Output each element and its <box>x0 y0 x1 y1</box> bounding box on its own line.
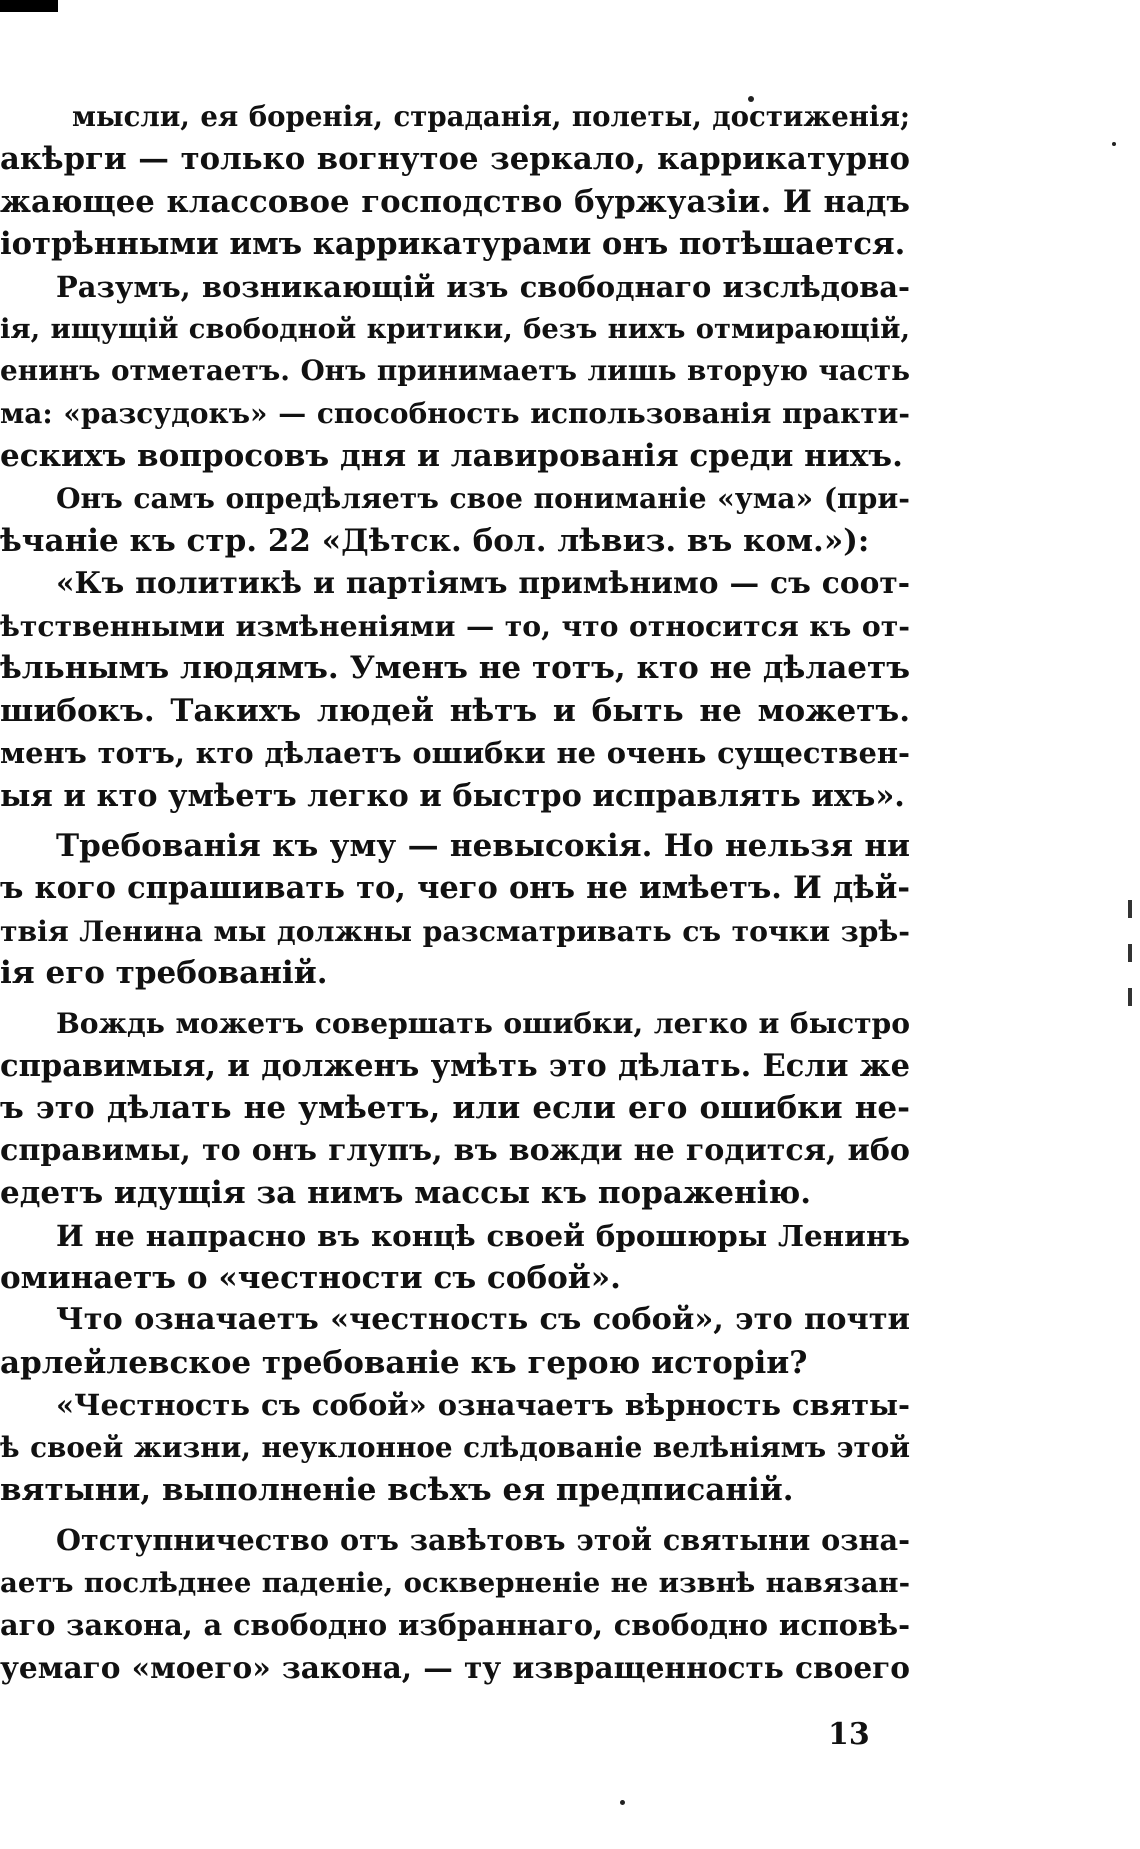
text-line: шибокъ. Такихъ людей нѣтъ и быть не можетъ. <box>0 692 910 729</box>
ink-speck <box>620 1800 625 1805</box>
text-line: арлейлевское требованіе къ герою исторіи? <box>0 1344 808 1381</box>
text-line: ѣчаніе къ стр. 22 «Дѣтск. бол. лѣвиз. въ ком.»): <box>0 523 870 560</box>
text-line: ія его требованій. <box>0 955 328 992</box>
text-line: жающее классовое господство буржуазіи. И надъ <box>0 183 910 220</box>
text-line: аго закона, а свободно избраннаго, свободно исповѣ- <box>0 1608 910 1643</box>
text-line: акѣрги — только вогнутое зеркало, каррикатурно <box>0 141 910 178</box>
text-line: уемаго «моего» закона, — ту извращенность своего <box>0 1649 910 1685</box>
text-line: іотрѣнными имъ каррикатурами онъ потѣшается. <box>0 226 906 263</box>
text-line: ыя и кто умѣетъ легко и быстро исправлять ихъ». <box>0 777 905 814</box>
text-line: Отступничество отъ завѣтовъ этой святыни озна- <box>56 1523 910 1558</box>
text-line: твія Ленина мы должны разсматривать съ точки зрѣ- <box>0 913 910 948</box>
text-line: «Честность съ собой» означаетъ вѣрность святы- <box>56 1388 910 1423</box>
text-line: ъ кого спрашивать то, чего онъ не имѣетъ. И дѣй- <box>0 870 910 907</box>
text-line: ѣльнымъ людямъ. Уменъ не тотъ, кто не дѣлаетъ <box>0 650 910 687</box>
text-line: Что означаетъ «честность съ собой», это почти <box>56 1302 910 1338</box>
text-line: Вождь можетъ совершать ошибки, легко и быстро <box>56 1006 910 1040</box>
text-line: оминаетъ о «честности съ собой». <box>0 1259 621 1296</box>
text-line: мысли, ея боренія, страданія, полеты, достиженія; <box>72 100 910 133</box>
text-line: енинъ отметаетъ. Онъ принимаетъ лишь вторую часть <box>0 354 910 388</box>
text-line: ія, ищущій свободной критики, безъ нихъ отмирающій, <box>0 313 910 346</box>
text-line: Разумъ, возникающій изъ свободнаго изслѣдова- <box>56 269 910 304</box>
text-line: ѣтственными измѣненіями — то, что относится къ от- <box>0 608 910 643</box>
text-line: Онъ самъ опредѣляетъ свое пониманіе «ума» (при- <box>56 481 910 515</box>
scan-edge-mark <box>0 0 58 12</box>
text-line: аетъ послѣднее паденіе, оскверненіе не извнѣ навязан- <box>0 1566 910 1599</box>
text-line: ѣ своей жизни, неуклонное слѣдованіе велѣніямъ этой <box>0 1430 910 1464</box>
ink-speck <box>1112 142 1116 146</box>
text-line: «Къ политикѣ и партіямъ примѣнимо — съ соот- <box>56 565 910 601</box>
text-line: И не напрасно въ концѣ своей брошюры Ленинъ <box>56 1217 910 1253</box>
text-line: справимы, то онъ глупъ, въ вожди не годится, ибо <box>0 1132 910 1168</box>
page-text-block <box>0 96 910 1689</box>
text-line: Требованія къ уму — невысокія. Но нельзя ни <box>56 827 910 864</box>
scan-edge-marks <box>1128 900 1134 1020</box>
text-line: справимыя, и долженъ умѣть это дѣлать. Если же <box>0 1047 910 1084</box>
text-line: менъ тотъ, кто дѣлаетъ ошибки не очень существен- <box>0 736 910 771</box>
text-line: вятыни, выполненіе всѣхъ ея предписаній. <box>0 1472 794 1508</box>
text-line: ескихъ вопросовъ дня и лавированія среди нихъ. <box>0 438 903 475</box>
page-number: 13 <box>828 1717 870 1752</box>
text-line: ма: «разсудокъ» — способность использованія практи- <box>0 396 910 430</box>
text-line: едетъ идущія за нимъ массы къ пораженію. <box>0 1175 812 1212</box>
text-line: ъ это дѣлать не умѣетъ, или если его ошибки не- <box>0 1090 910 1127</box>
